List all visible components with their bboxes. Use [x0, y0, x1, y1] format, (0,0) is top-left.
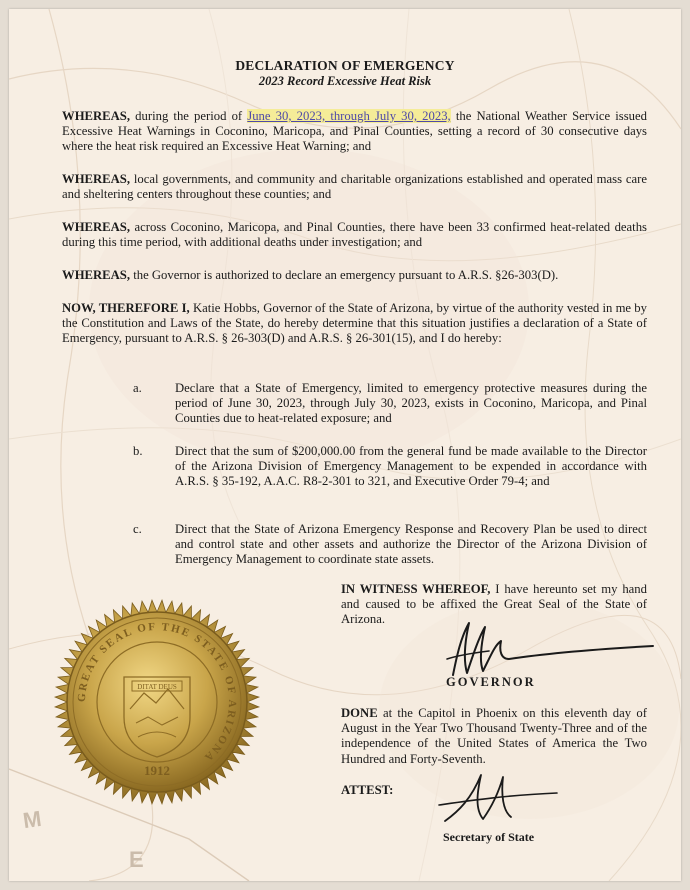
done-lead: DONE [341, 706, 378, 720]
whereas-text: the National Weather Service issued Excessive Heat Warnings in Coconino, Maricopa, and Pinal Counties, setting a record of 30 consecutive days where the heat risk required an Excessive Heat Warning; and [62, 109, 648, 154]
map-watermark-letter: E [129, 847, 144, 872]
done-paragraph [341, 706, 647, 767]
whereas-paragraph-2 [62, 172, 647, 202]
whereas-lead: WHEREAS, [62, 172, 131, 186]
great-seal-of-arizona [52, 597, 262, 807]
item-letter-b: b. [133, 444, 143, 458]
whereas-text: across Coconino, Maricopa, and Pinal Counties, there have been 33 confirmed heat-related deaths during this time period, with additional deaths under investigation; and [62, 220, 647, 250]
now-therefore-text: Katie Hobbs, Governor of the State of Arizona, by virtue of the authority vested in me by the Constitution and Laws of the State, do hereby determine that this situation justifies a declaration of a State of Emergency, pursuant to A.R.S. § 26-303(D) and A.R.S. § 26-301(15), and I do hereby: [62, 301, 647, 346]
item-text-a: Declare that a State of Emergency, limited to emergency protective measures during the period of June 30, 2023, through July 30, 2023, exists in Coconino, Maricopa, and Pinal Counties due to heat-related exposure; and [175, 381, 647, 426]
whereas-text: the Governor is authorized to declare an emergency pursuant to A.R.S. §26-303(D). [130, 268, 559, 282]
whereas-paragraph-3 [62, 220, 647, 250]
now-therefore-paragraph [62, 301, 647, 347]
seal-ring-text: GREAT SEAL OF THE STATE OF ARIZONA [75, 620, 239, 765]
now-therefore-lead: NOW, THEREFORE I, [62, 301, 190, 315]
item-letter-a: a. [133, 381, 142, 395]
attest-label: ATTEST: [341, 783, 394, 797]
seal-year: 1912 [144, 763, 170, 778]
whereas-lead: WHEREAS, [62, 268, 131, 282]
secretary-of-state-label: Secretary of State [443, 830, 535, 844]
item-text-b: Direct that the sum of $200,000.00 from the general fund be made available to the Director of the Arizona Division of Emergency Management to be expended in accordance with A.R.S. § 35-192, A.A.C. R8-2-301 to 321, and Executive Order 79-4; and [175, 444, 647, 489]
whereas-text: during the period of [130, 109, 248, 123]
secretary-signature [437, 765, 567, 831]
seal-motto: DITAT DEUS [137, 683, 177, 691]
item-text-c: Direct that the State of Arizona Emergency Response and Recovery Plan be used to direct and control state and other assets and authorize the Director of the Arizona Division of Emergency Management to coordinate state assets. [175, 522, 647, 567]
governor-title: GOVERNOR [446, 675, 536, 689]
declaration-body [9, 9, 681, 881]
document-page [9, 9, 681, 881]
document-subtitle: 2023 Record Excessive Heat Risk [258, 74, 432, 88]
map-watermark-letter: M [21, 805, 43, 834]
whereas-text: local governments, and community and charitable organizations established and operated mass care and sheltering centers throughout these counties; and [62, 172, 647, 202]
whereas-paragraph-1 [62, 109, 647, 155]
whereas-lead: WHEREAS, [62, 220, 131, 234]
witness-lead: IN WITNESS WHEREOF, [341, 582, 491, 596]
whereas-paragraph-4 [62, 268, 647, 283]
governor-signature [439, 615, 659, 681]
witness-text: I have hereunto set my hand and caused to be affixed the Great Seal of the State of Arizona. [341, 582, 647, 627]
item-letter-c: c. [133, 522, 142, 536]
whereas-lead: WHEREAS, [62, 109, 131, 123]
document-title: DECLARATION OF EMERGENCY [235, 58, 455, 73]
done-text: at the Capitol in Phoenix on this eleventh day of August in the Year Two Thousand Twenty-Three and of the independence of the United States of America the Two Hundred and Forty-Seventh. [341, 706, 647, 766]
highlighted-date-range: June 30, 2023, through July 30, 2023, [247, 109, 451, 123]
